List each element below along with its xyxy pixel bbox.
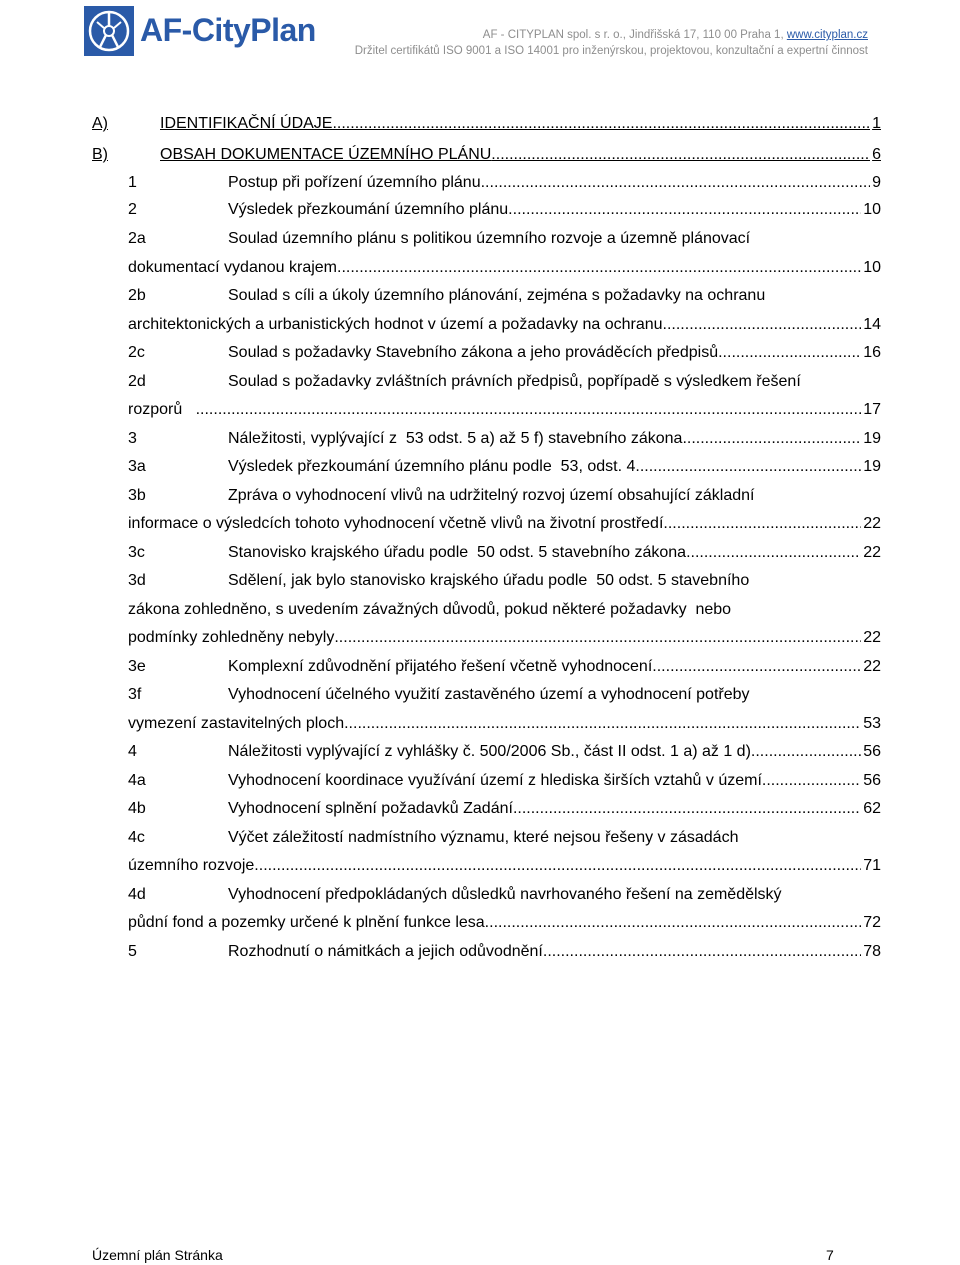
toc-entry-5[interactable]	[128, 938, 881, 966]
toc-title-cont: územního rozvoje	[128, 857, 255, 874]
footer-title: Územní plán Stránka	[92, 1247, 223, 1263]
toc-title: Vyhodnocení účelného využití zastavěného území a vyhodnocení potřeby	[228, 686, 750, 703]
toc-number: 5	[128, 943, 137, 960]
toc-page: 19	[863, 430, 881, 447]
toc-number: 1	[128, 174, 137, 191]
certification-note: Držitel certifikátů ISO 9001 a ISO 14001 pro inženýrskou, projektovou, konzultační a expertní činnost	[354, 45, 868, 57]
af-logo-icon	[84, 6, 134, 56]
toc-page: 1	[872, 115, 881, 132]
toc-page: 10	[863, 201, 881, 218]
toc-entry-2c[interactable]	[128, 339, 881, 367]
toc-title: Sdělení, jak bylo stanovisko krajského úřadu podle 50 odst. 5 stavebního	[228, 572, 750, 589]
toc-title: Soulad s požadavky zvláštních právních předpisů, popřípadě s výsledkem řešení	[228, 373, 801, 390]
toc-entry-3d-cont2[interactable]	[128, 624, 881, 652]
toc-entry-3b[interactable]	[128, 482, 881, 510]
toc-entry-2b-cont[interactable]	[128, 311, 881, 339]
toc-title: Soulad s cíli a úkoly územního plánování, zejména s požadavky na ochranu	[228, 287, 766, 304]
toc-entry-b[interactable]	[92, 141, 881, 169]
toc-title: Zpráva o vyhodnocení vlivů na udržitelný rozvoj území obsahující základní	[228, 487, 755, 504]
toc-number: 4	[128, 743, 137, 760]
toc-entry-4a[interactable]	[128, 767, 881, 795]
toc-entry-2b[interactable]	[128, 282, 881, 310]
toc-title-cont: podmínky zohledněny nebyly	[128, 629, 335, 646]
company-address	[483, 28, 868, 42]
toc-title-cont: zákona zohledněno, s uvedením závažných důvodů, pokud některé požadavky nebo	[128, 601, 732, 618]
toc-title-cont: informace o výsledcích tohoto vyhodnocení včetně vlivů na životní prostředí	[128, 515, 664, 532]
toc-title: IDENTIFIKAČNÍ ÚDAJE	[160, 115, 333, 132]
toc-entry-2[interactable]	[128, 196, 881, 224]
company-address-text: AF - CITYPLAN spol. s r. o., Jindřišská 17, 110 00 Praha 1,	[482, 29, 787, 41]
toc-title: Náležitosti vyplývající z vyhlášky č. 500/2006 Sb., část II odst. 1 a) až 1 d)	[228, 743, 751, 760]
toc-page: 72	[863, 914, 881, 931]
toc-number: B)	[92, 146, 108, 163]
toc-entry-4[interactable]	[128, 738, 881, 766]
toc-number: 4b	[128, 800, 146, 817]
toc-number: 2d	[128, 373, 146, 390]
toc-page: 6	[872, 146, 881, 163]
toc-number: 4c	[128, 829, 145, 846]
toc-title-cont: rozporů	[128, 401, 196, 418]
toc-entry-a[interactable]	[92, 110, 881, 138]
toc-page: 9	[872, 174, 881, 191]
toc-page: 22	[863, 544, 881, 561]
toc-title-cont: architektonických a urbanistických hodnot v území a požadavky na ochranu	[128, 316, 663, 333]
toc-title: OBSAH DOKUMENTACE ÚZEMNÍHO PLÁNU	[160, 146, 492, 163]
toc-title-cont: vymezení zastavitelných ploch	[128, 715, 345, 732]
toc-entry-4c-cont[interactable]	[128, 852, 881, 880]
toc-page: 17	[863, 401, 881, 418]
toc-entry-4c[interactable]	[128, 824, 881, 852]
company-website-link[interactable]: www.cityplan.cz	[786, 29, 868, 41]
toc-title-cont: dokumentací vydanou krajem	[128, 259, 337, 276]
toc-entry-3[interactable]	[128, 425, 881, 453]
toc-entry-3c[interactable]	[128, 539, 881, 567]
toc-title: Stanovisko krajského úřadu podle 50 odst. 5 stavebního zákona	[228, 544, 687, 561]
toc-title: Vyhodnocení předpokládaných důsledků navrhovaného řešení na zemědělský	[228, 886, 782, 903]
toc-entry-4d[interactable]	[128, 881, 881, 909]
toc-entry-4b[interactable]	[128, 795, 881, 823]
toc-title: Soulad s požadavky Stavebního zákona a jeho prováděcích předpisů	[228, 344, 719, 361]
toc-number: 2	[128, 201, 137, 218]
toc-title: Vyhodnocení splnění požadavků Zadání	[228, 800, 513, 817]
toc-entry-2d[interactable]	[128, 368, 881, 396]
toc-title: Výsledek přezkoumání územního plánu	[228, 201, 509, 218]
toc-page: 22	[863, 515, 881, 532]
toc-number: A)	[92, 115, 108, 132]
toc-number: 4d	[128, 886, 146, 903]
toc-page: 14	[863, 316, 881, 333]
toc-number: 2c	[128, 344, 145, 361]
toc-entry-3e[interactable]	[128, 653, 881, 681]
toc-page: 53	[863, 715, 881, 732]
toc-title-cont: půdní fond a pozemky určené k plnění funkce lesa	[128, 914, 485, 931]
toc-number: 3a	[128, 458, 146, 475]
toc-entry-4d-cont[interactable]	[128, 909, 881, 937]
toc-page: 62	[863, 800, 881, 817]
toc-number: 3e	[128, 658, 146, 675]
page-header	[0, 0, 960, 70]
toc-number: 3b	[128, 487, 146, 504]
toc-title: Soulad územního plánu s politikou územního rozvoje a územně plánovací	[228, 230, 751, 247]
toc-entry-3d-cont[interactable]	[128, 596, 881, 624]
toc-page: 78	[863, 943, 881, 960]
toc-page: 56	[863, 743, 881, 760]
toc-title: Postup při pořízení územního plánu	[228, 174, 481, 191]
toc-entry-3b-cont[interactable]	[128, 510, 881, 538]
toc-entry-1[interactable]	[128, 169, 881, 197]
toc-page: 16	[863, 344, 881, 361]
toc-entry-3f-cont[interactable]	[128, 710, 881, 738]
toc-number: 3c	[128, 544, 145, 561]
toc-number: 2a	[128, 230, 146, 247]
toc-entry-3f[interactable]	[128, 681, 881, 709]
logo-text: AF-CityPlan	[140, 12, 316, 48]
toc-entry-2d-cont[interactable]	[128, 396, 881, 424]
toc-page: 10	[863, 259, 881, 276]
toc-number: 3d	[128, 572, 146, 589]
toc-page: 22	[863, 629, 881, 646]
footer-page-number: 7	[826, 1247, 834, 1263]
toc-entry-3a[interactable]	[128, 453, 881, 481]
toc-title: Náležitosti, vyplývající z 53 odst. 5 a) až 5 f) stavebního zákona	[228, 430, 683, 447]
toc-number: 3f	[128, 686, 142, 703]
toc-title: Rozhodnutí o námitkách a jejich odůvodnění	[228, 943, 543, 960]
toc-title: Komplexní zdůvodnění přijatého řešení včetně vyhodnocení	[228, 658, 653, 675]
toc-number: 4a	[128, 772, 146, 789]
toc-number: 2b	[128, 287, 146, 304]
toc-title: Výsledek přezkoumání územního plánu podle 53, odst. 4.	[228, 458, 640, 475]
toc-entry-2a[interactable]	[128, 225, 881, 253]
toc-page: 56	[863, 772, 881, 789]
toc-title: Výčet záležitostí nadmístního významu, které nejsou řešeny v zásadách	[228, 829, 739, 846]
toc-title: Vyhodnocení koordinace využívání území z hlediska širších vztahů v území	[228, 772, 762, 789]
toc-entry-3d[interactable]	[128, 567, 881, 595]
toc-entry-2a-cont[interactable]	[128, 254, 881, 282]
toc-page: 22	[863, 658, 881, 675]
toc-number: 3	[128, 430, 137, 447]
toc-page: 19	[863, 458, 881, 475]
toc-page: 71	[863, 857, 881, 874]
